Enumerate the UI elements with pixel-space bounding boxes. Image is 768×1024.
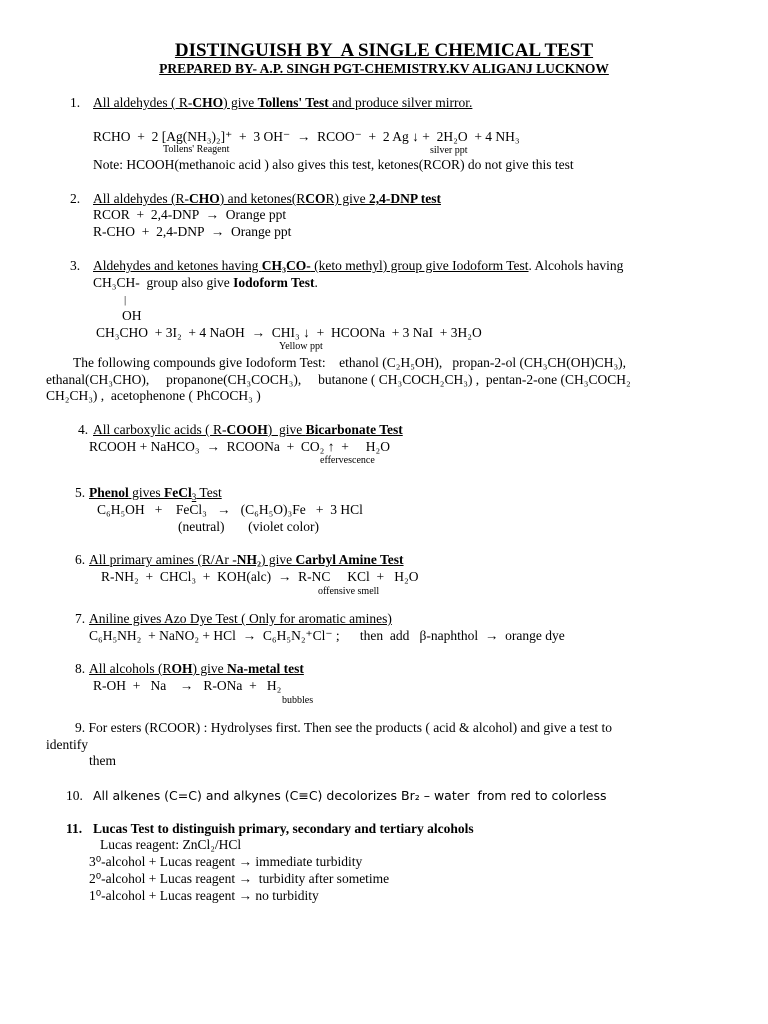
heading-text: ) give: [223, 95, 258, 110]
structure-group: OH: [122, 308, 142, 323]
heading-text: ) give: [192, 661, 228, 676]
heading-subscript: 3: [191, 492, 197, 502]
item-number: 1.: [70, 95, 81, 110]
section-heading: [93, 191, 441, 207]
heading-text: 2,4-DNP test: [368, 191, 441, 206]
item-number: 11.: [66, 821, 83, 836]
equation: RCOOH + NaHCO₃ → RCOONa + CO₂ ↑ + H₂O: [89, 439, 390, 454]
heading-text: All primary amines (R/Ar -: [89, 552, 237, 567]
heading-text: OH: [171, 661, 193, 676]
item-number: 10.: [66, 788, 83, 803]
heading-text: CHO: [188, 191, 220, 206]
structure-bond: |: [124, 294, 127, 306]
body-text: identify: [46, 737, 88, 752]
body-text: 1⁰-alcohol + Lucas reagent → no turbidity: [89, 888, 319, 903]
heading-text: and produce silver mirror.: [328, 95, 473, 110]
heading-text: ) and ketones(R: [219, 191, 306, 206]
heading-text: NH₂: [236, 552, 262, 567]
section-heading: [93, 422, 403, 438]
section-heading: [89, 485, 222, 501]
heading-text: All carboxylic acids ( R-: [93, 422, 227, 437]
body-text: 9. For esters (RCOOR) : Hydrolyses first. Then see the products ( acid & alcohol) and give a test to: [75, 720, 613, 735]
heading-text: CH₃CO-: [261, 258, 311, 273]
page-title: DISTINGUISH BY A SINGLE CHEMICAL TEST: [174, 40, 594, 61]
body-text: ethanal(CH₃CHO), propanone(CH₃COCH₃), butanone ( CH₃COCH₂CH₃) , pentan-2-one (CH₃COCH₂: [46, 372, 631, 387]
body-text-part: CH₃CH- group also give: [93, 275, 234, 290]
note-text: Note: HCOOH(methanoic acid ) also gives this test, ketones(RCOR) do not give this test: [93, 157, 574, 172]
equation-label: Tollens' Reagent: [163, 144, 230, 155]
item-number: 5.: [75, 485, 86, 500]
equation: R-OH + Na → R-ONa + H₂: [93, 678, 282, 693]
item-number: 7.: [75, 611, 86, 626]
equation-label: (neutral) (violet color): [178, 519, 319, 534]
heading-text: Test: [196, 485, 222, 500]
equation: RCOR + 2,4-DNP → Orange ppt: [93, 207, 287, 222]
equation: RCHO + 2 [Ag(NH₃)₂]⁺ + 3 OH⁻ → RCOO⁻ + 2 Ag ↓ + 2H₂O + 4 NH₃: [93, 129, 520, 144]
equation-label: bubbles: [282, 695, 314, 706]
equation: R-NH₂ + CHCl₃ + KOH(alc) → R-NC KCl + H₂O: [101, 569, 419, 584]
body-text: them: [89, 753, 116, 768]
item-number: 2.: [70, 191, 81, 206]
equation-label: effervescence: [320, 455, 375, 466]
equation-label: offensive smell: [318, 586, 380, 597]
body-text: 3⁰-alcohol + Lucas reagent → immediate turbidity: [89, 854, 363, 869]
heading-text: COOH: [226, 422, 268, 437]
heading-text: All aldehydes ( R-: [93, 95, 193, 110]
heading-text: ) give: [267, 422, 306, 437]
equation-label: Yellow ppt: [279, 341, 323, 352]
equation: C₆H₅NH₂ + NaNO₂ + HCl → C₆H₅N₂⁺Cl⁻ ; then add β-naphthol → orange dye: [89, 628, 565, 643]
section-heading: [89, 552, 404, 568]
item-number: 6.: [75, 552, 86, 567]
section-heading: Lucas Test to distinguish primary, secondary and tertiary alcohols: [93, 821, 474, 836]
heading-text: CHO: [192, 95, 224, 110]
heading-text: ) give: [261, 552, 296, 567]
item-number: 8.: [75, 661, 86, 676]
heading-text: Tollens' Test: [257, 95, 329, 110]
heading-text: Phenol: [89, 485, 129, 500]
heading-text: All alcohols (R: [89, 661, 172, 676]
heading-text: . Alcohols having: [528, 258, 624, 273]
equation-label: silver ppt: [430, 145, 468, 156]
body-text: [93, 275, 318, 291]
body-text: 2⁰-alcohol + Lucas reagent → turbidity after sometime: [89, 871, 390, 886]
heading-text: CO: [305, 191, 326, 206]
heading-text: FeCl: [164, 485, 192, 500]
body-text-part: .: [314, 275, 318, 290]
heading-text: Carbyl Amine Test: [295, 552, 404, 567]
item-number: 4.: [78, 422, 89, 437]
body-text: CH₂CH₃) , acetophenone ( PhCOCH₃ ): [46, 388, 261, 403]
heading-text: gives: [128, 485, 165, 500]
equation: CH₃CHO + 3I₂ + 4 NaOH → CHI₃ ↓ + HCOONa + 3 NaI + 3H₂O: [96, 325, 482, 340]
equation: C₆H₅OH + FeCl₃ → (C₆H₅O)₃Fe + 3 HCl: [97, 502, 363, 517]
heading-text: R) give: [325, 191, 369, 206]
section-heading: Aniline gives Azo Dye Test ( Only for aromatic amines): [89, 611, 392, 626]
heading-text: Bicarbonate Test: [305, 422, 403, 437]
heading-text: Na-metal test: [227, 661, 304, 676]
item-number: 3.: [70, 258, 81, 273]
section-heading: [93, 95, 472, 111]
heading-text: Aldehydes and ketones having: [93, 258, 262, 273]
page-subtitle: PREPARED BY- A.P. SINGH PGT-CHEMISTRY.KV ALIGANJ LUCKNOW: [159, 61, 609, 76]
body-text: All alkenes (C=C) and alkynes (C≡C) decolorizes Br₂ – water from red to colorless: [93, 788, 607, 803]
equation: R-CHO + 2,4-DNP → Orange ppt: [93, 224, 292, 239]
section-heading: [93, 258, 623, 274]
heading-text: (keto methyl) group give Iodoform Test: [310, 258, 529, 273]
section-heading: [89, 661, 304, 677]
body-text: The following compounds give Iodoform Test: ethanol (C₂H₅OH), propan-2-ol (CH₃CH(OH)CH₃),: [73, 355, 627, 370]
body-text-part: Iodoform Test: [233, 275, 315, 290]
heading-text: All aldehydes (R-: [93, 191, 189, 206]
body-text: Lucas reagent: ZnCl₂/HCl: [100, 837, 242, 852]
